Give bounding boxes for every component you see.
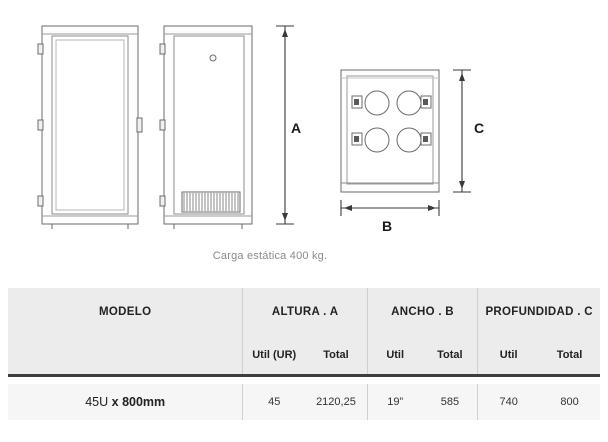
specifications-table: [8, 288, 600, 420]
front-view-rack-cabinet: [38, 26, 142, 229]
subheader-ancho-total: Total: [423, 336, 478, 376]
static-load-caption: Carga estática 400 kg.: [212, 250, 328, 262]
table-spacer-row: [8, 376, 600, 385]
header-ancho-b: ANCHO . B: [367, 288, 477, 336]
cell-model-prefix: 45U: [85, 395, 112, 409]
subheader-profundidad-util: Util: [478, 336, 539, 376]
dimension-label-b: B: [382, 218, 393, 234]
subheader-altura-total: Total: [305, 336, 367, 376]
header-altura-a: ALTURA . A: [243, 288, 367, 336]
subheader-ancho-util: Util: [367, 336, 422, 376]
dimension-label-a: A: [291, 120, 302, 136]
cell-width-total: 585: [423, 384, 478, 420]
dimension-line-width-b: [341, 200, 439, 216]
table-header-row: [8, 288, 600, 336]
cell-width-useful: 19”: [367, 384, 422, 420]
cell-height-useful: 45: [243, 384, 305, 420]
header-profundidad-c: PROFUNDIDAD . C: [478, 288, 600, 336]
header-modelo: MODELO: [8, 288, 243, 336]
cell-depth-total: 800: [539, 384, 600, 420]
cell-model: [8, 384, 243, 420]
table-subheader-row: [8, 336, 600, 376]
table-row: [8, 384, 600, 420]
subheader-profundidad-total: Total: [539, 336, 600, 376]
cell-depth-useful: 740: [478, 384, 539, 420]
dimension-line-depth-c: [453, 70, 471, 192]
side-view-rack-cabinet: [160, 26, 252, 229]
cell-height-total: 2120,25: [305, 384, 367, 420]
subheader-altura-util: Util (UR): [243, 336, 305, 376]
dimension-label-c: C: [474, 120, 485, 136]
cell-model-name: x 800mm: [111, 395, 166, 409]
top-view-rack-cabinet: [341, 70, 439, 192]
subheader-model-blank: [8, 336, 243, 376]
